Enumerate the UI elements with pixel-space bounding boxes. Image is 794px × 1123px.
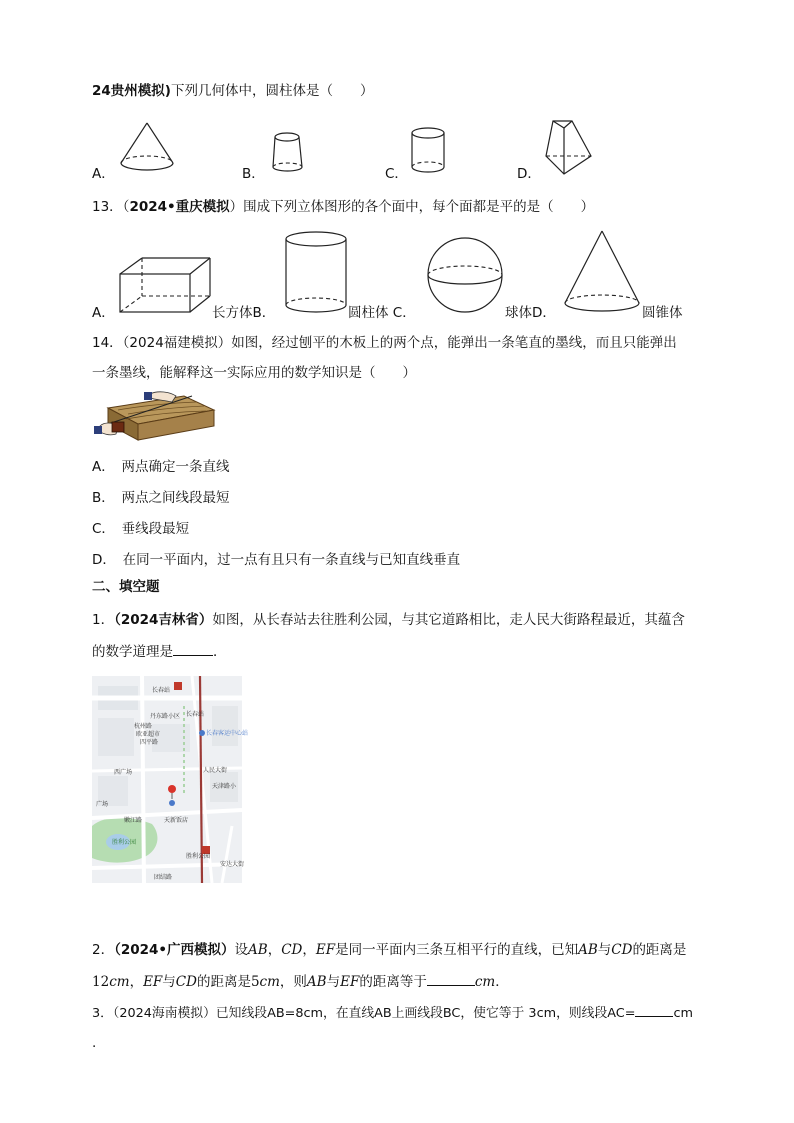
map-label-nenjiang: 嫩江路	[124, 818, 143, 824]
question-guizhou-stem	[92, 82, 373, 100]
cone-caption: 圆锥体	[642, 305, 683, 321]
option-b-label: B．	[242, 166, 265, 182]
option-a-label: A．	[92, 305, 115, 321]
option-a-label: A．	[92, 166, 115, 182]
question-source: 24贵州模拟)	[92, 83, 171, 99]
sphere-figure	[427, 237, 507, 317]
question-text: 下列几何体中，圆柱体是（ ）	[170, 83, 374, 99]
fill-1-line1	[92, 611, 685, 629]
fill-3-trailing-dot: .	[92, 1035, 97, 1051]
map-label-community: 丹东路小区	[150, 714, 181, 720]
question-text: ）围成下列立体图形的各个面中，每个面都是平的是（ ）	[229, 199, 595, 215]
option-b: B． 两点之间线段最短	[92, 490, 230, 506]
map-label-park-area: 胜利公园	[112, 840, 137, 846]
cuboid-figure	[118, 256, 213, 316]
map-label-tuanjie: 团结路	[154, 875, 173, 881]
map-label-station-right: 长春站	[186, 712, 205, 718]
question-number: 13．（	[92, 199, 130, 215]
option-d-label: D．	[532, 305, 556, 321]
option-d-label: D．	[517, 166, 541, 182]
map-label-guangchang: 广场	[96, 802, 109, 808]
answer-blank[interactable]	[427, 971, 475, 986]
fill-1-line2: 的数学道理是 ．	[92, 641, 227, 661]
sphere-caption: 球体D．	[505, 305, 556, 321]
map-label-anda: 安达大街	[220, 862, 245, 868]
map-label-park-station: 胜利公园	[186, 854, 211, 860]
cylinder-figure	[410, 127, 450, 177]
map-label-renmin: 人民大街	[203, 768, 228, 774]
fill-2-line1: 2．（2024•广西模拟）设AB，CD，EF是同一平面内三条互相平行的直线，已知AB与CD的距离是	[92, 942, 687, 958]
cuboid-caption: 长方体B．	[212, 305, 276, 321]
answer-blank[interactable]	[173, 641, 213, 656]
frustum-figure	[270, 131, 310, 176]
map-label-metro: 长春客运中心站	[206, 731, 249, 737]
street-map	[92, 676, 249, 883]
map-label-station-top: 长春站	[152, 688, 171, 694]
cone-figure	[117, 121, 179, 181]
option-a: A． 两点确定一条直线	[92, 459, 230, 475]
pyramid-frustum-figure	[544, 118, 600, 178]
option-b-label: B．	[252, 305, 276, 321]
question-source: 2024•重庆模拟	[129, 199, 230, 215]
map-label-hangzhou: 杭州路	[134, 724, 153, 730]
fill-3-line1: 3．（2024海南模拟）已知线段AB=8cm，在直线AB上画线段BC，使它等于 3cm，则线段AC= cm	[92, 1002, 693, 1023]
question-14-line2: 一条墨线，能解释这一实际应用的数学知识是（ ）	[92, 365, 416, 381]
question-14-line1: 14．（2024福建模拟）如图，经过刨平的木板上的两个点，能弹出一条笔直的墨线，而且只能弹出	[92, 335, 677, 351]
map-label-tianjin: 天津路小	[212, 784, 237, 790]
answer-blank[interactable]	[635, 1002, 673, 1017]
cone-figure	[563, 229, 643, 319]
cylinder-figure	[284, 231, 350, 317]
question-text: 如图，从长春站去往胜利公园，与其它道路相比，走人民大街路程最近，其蕴含	[212, 612, 685, 628]
fill-2-line2: 12cm，EF与CD的距离是5cm，则AB与EF的距离等于 cm．	[92, 971, 509, 991]
cylinder-caption: 圆柱体 C．	[348, 305, 416, 321]
question-number: 1．	[92, 612, 115, 628]
question-13-stem	[92, 198, 594, 216]
section-heading: 二、填空题	[92, 579, 160, 595]
option-c: C． 垂线段最短	[92, 521, 190, 537]
wood-board-illustration	[92, 390, 217, 446]
map-label-xiguangchang: 西广场	[114, 770, 133, 776]
option-c-label: C．	[392, 305, 416, 321]
map-label-market: 欧亚超市	[136, 732, 161, 738]
option-c-label: C．	[385, 166, 408, 182]
map-label-siping: 四平路	[140, 740, 159, 746]
question-source: （2024吉林省）	[114, 612, 213, 628]
option-d: D． 在同一平面内，过一点有且只有一条直线与已知直线垂直	[92, 552, 461, 568]
map-label-hotel: 天新饭店	[164, 818, 189, 824]
